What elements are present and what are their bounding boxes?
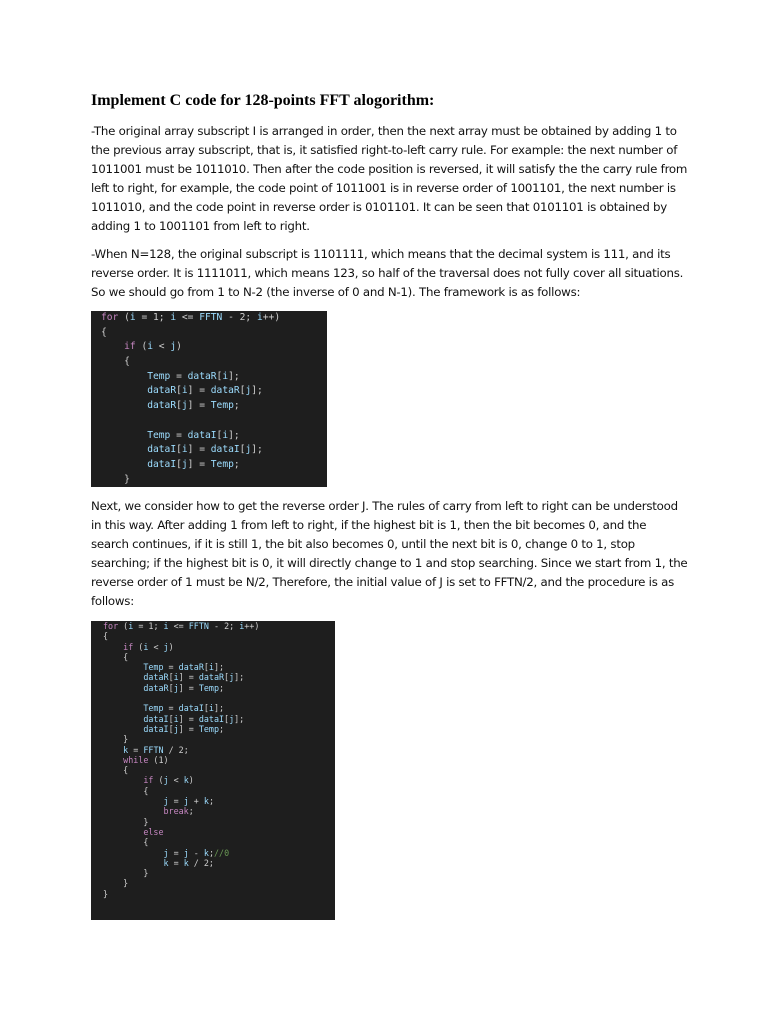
code-line: for (i = 1; i <= FFTN - 2; i++) [101,312,281,323]
code-line: dataI[i] = dataI[j]; [147,444,263,456]
code-line: { [101,326,107,338]
text-line: searching; if the highest bit is 0, it will directly change to 1 and stop searching. Since we start from 1, the [91,555,688,570]
text-line: left to right, for example, the code point of 1011001 is in reverse order of 1001101, the next number is [91,180,676,195]
code-line: { [103,631,109,642]
code-line: j = j - k;//0 [163,847,230,858]
code-line: } [103,868,149,879]
code-line: dataI[j] = Temp; [147,458,240,470]
code-line: dataR[i] = dataR[j]; [147,385,263,397]
code-line: { [103,837,149,848]
code-line: Temp = dataR[i]; [143,662,225,673]
code-line: Temp = dataR[i]; [147,370,240,382]
text-line: the previous array subscript, that is, it satisfied right-to-left carry rule. For example: the next number of [91,142,678,157]
code-line: break; [163,806,194,817]
code-block-procedure [91,621,335,920]
code-line: if (i < j) [123,641,174,652]
code-line: } [103,816,149,827]
text-line: So we should go from 1 to N-2 (the inverse of 0 and N-1). The framework is as follows: [91,284,581,299]
code-line: dataR[j] = Temp; [143,682,225,693]
text-line: -The original array subscript I is arranged in order, then the next array must be obtained by adding 1 to [91,124,677,138]
code-line: dataI[i] = dataI[j]; [143,713,245,724]
code-line: k = k / 2; [163,857,214,868]
code-line: else [143,826,164,837]
code-line: Temp = dataI[i]; [143,703,225,714]
text-line: in this way. After adding 1 from left to right, if the highest bit is 1, then the bit becomes 0, and the [91,517,647,532]
code-line: { [103,765,129,776]
text-line: 1011010, and the code point in reverse order is 0101101. It can be seen that 0101101 is obtained by [91,199,668,214]
code-line: while (1) [123,754,169,765]
code-line: for (i = 1; i <= FFTN - 2; i++) [103,621,260,631]
code-line: } [101,473,130,485]
code-line [91,414,327,429]
paragraph-carry-rule [91,122,691,235]
code-line: if (j < k) [143,775,194,786]
text-line: reverse order. It is 1111011, which means 123, so half of the traversal does not fully cover all situations. [91,265,684,280]
code-line: } [103,878,129,889]
code-line: dataI[j] = Temp; [143,723,225,734]
code-line: { [101,356,130,368]
text-line: search continues, if it is still 1, the bit also becomes 0, until the next bit is 0, change 0 to 1, stop [91,536,635,551]
code-line: { [103,785,149,796]
page-title: Implement C code for 128-points FFT alogorithm: [91,92,435,109]
code-line: dataR[i] = dataR[j]; [143,672,245,683]
text-line: Next, we consider how to get the reverse order J. The rules of carry from left to right can be understood [91,499,678,513]
text-line: follows: [91,593,134,608]
paragraph-n128 [91,245,691,302]
text-line: -When N=128, the original subscript is 1101111, which means that the decimal system is 111, and its [91,247,671,261]
code-line: Temp = dataI[i]; [147,429,240,441]
code-line: } [103,734,129,745]
code-line [91,693,335,703]
code-line: j = j + k; [163,796,214,807]
code-block-framework [91,311,327,487]
paragraph-reverse-order [91,497,691,610]
text-line: reverse order of 1 must be N/2, Therefore, the initial value of J is set to FFTN/2, and the procedure is as [91,574,674,589]
code-line: { [103,651,129,662]
code-line: if (i < j) [124,341,182,353]
code-line: } [103,888,109,899]
code-line: dataR[j] = Temp; [147,400,240,412]
code-line: k = FFTN / 2; [123,744,189,755]
text-line: adding 1 to 1001101 from left to right. [91,218,310,233]
text-line: 1011001 must be 1011010. Then after the code position is reversed, it will satisfy the the carry rule from [91,161,688,176]
